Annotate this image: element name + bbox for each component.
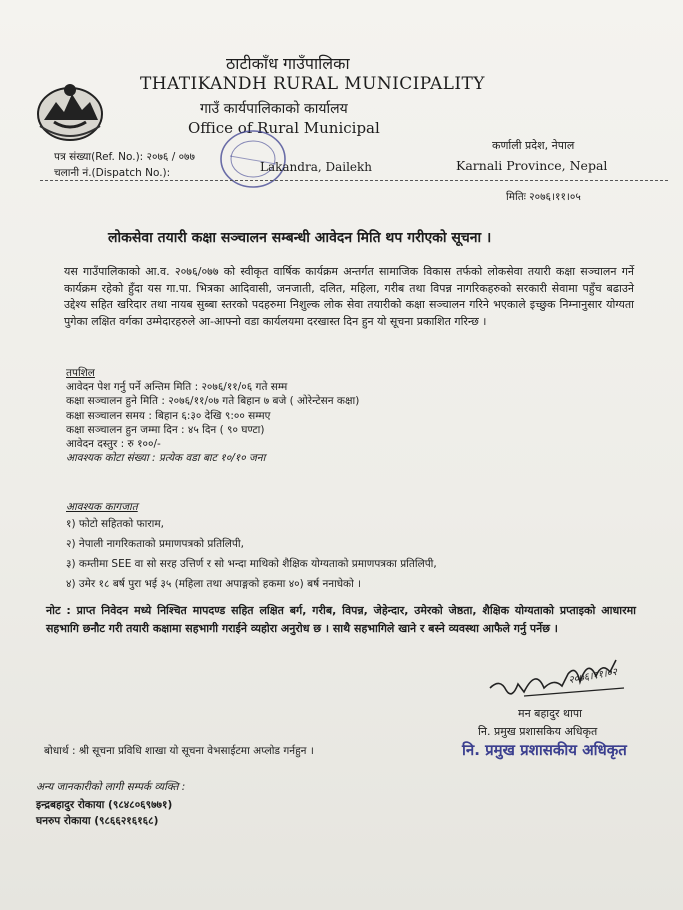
documents-heading: आवश्यक कागजात	[66, 501, 138, 513]
contact-person: घनरुप रोकाया (९८६६२१६१६८)	[36, 815, 159, 827]
document-item: २) नेपाली नागरिकताको प्रमाणपत्रको प्रतिलिपी,	[66, 538, 244, 551]
details-item: आवेदन पेश गर्नु पर्ने अन्तिम मिति : २०७६/११/०६ गते सम्म	[66, 381, 288, 394]
document-item: १) फोटो सहितको फाराम,	[66, 518, 165, 531]
designation-stamp: नि. प्रमुख प्रशासकीय अधिकृत	[462, 741, 627, 759]
details-item: कक्षा सञ्चालन समय : बिहान ६:३० देखि ९:०० सम्मए	[66, 409, 271, 422]
document-item: ४) उमेर १८ बर्ष पुरा भई ३५ (महिला तथा अपाङ्गको हकमा ४०) बर्ष ननाघेको ।	[66, 578, 362, 591]
note-text: नोट : प्राप्त निवेदन मध्ये निश्चित मापदण्ड सहित लक्षित बर्ग, गरीब, विपन्न, जेहेन्दार, उमेरको जेष्ठता, शैक्षिक योग्यताको प्रप्ताइको आधारमा सहभागि छनौट गरी तयारी कक्षामा सहभागी गराईने व्यहोरा अनुरोध छ । साथै सहभागिले खाने र बस्ने व्यवस्था आफैले गर्नु पर्नेछ ।	[46, 604, 636, 635]
details-heading: तपशिल	[66, 367, 95, 379]
office-name-en: Office of Rural Municipal	[188, 119, 380, 137]
details-item: आवश्यक कोटा संख्या : प्रत्येक वडा बाट १०/१० जना	[66, 452, 266, 465]
province-np: कर्णाली प्रदेश, नेपाल	[492, 139, 575, 152]
ref-label: पत्र संख्या(Ref. No.):	[54, 151, 144, 163]
documents-section	[66, 500, 437, 594]
signatory-name: मन बहादुर थापा	[518, 707, 582, 720]
header-divider	[40, 180, 668, 181]
handwritten-date: २०७६।११।०२	[567, 666, 619, 687]
municipality-name-en: THATIKANDH RURAL MUNICIPALITY	[140, 74, 485, 94]
details-item: कक्षा सञ्चालन हुने मिति : २०७६/११/०७ गते बिहान ७ बजे ( ओरेन्टेसन कक्षा)	[66, 395, 360, 408]
notice-body: यस गाउँपालिकाको आ.व. २०७६/०७७ को स्वीकृत वार्षिक कार्यक्रम अन्तर्गत सामाजिक विकास तर्फको लोकसेवा तयारी कक्षा सञ्चालन गर्ने कार्यक्रम रहेको हुँदा यस गा.पा. भित्रका आदिवासी, जनजाती, दलित, महिला, गरीब तथा विपन्न नागरिकहरुको सरकारी सेवामा पहुँच बढाउने उद्देश्य सहित खरिदार तथा नायब सुब्बा स्तरको पदहरुमा निशुल्क लोक सेवा तयारीको कक्षा सञ्चालन गरिने भएकाले इच्छुक निम्नानुसार योग्यता पुगेका लक्षित वर्गका उम्मेदारहरुले आ-आफ्नो वडा कार्यलयमा दरखास्त दिन हुन यो सूचना प्रकाशित गरिन्छ ।	[64, 265, 634, 328]
document-item: ३) कम्तीमा SEE वा सो सरह उत्तिर्ण र सो भन्दा माथिको शैक्षिक योग्यताको प्रमाणपत्रका प्रतिलिपी,	[66, 558, 437, 571]
office-location: Lakandra, Dailekh	[260, 160, 373, 174]
notice-title: लोकसेवा तयारी कक्षा सञ्चालन सम्बन्धी आवेदन मिति थप गरीएको सूचना ।	[108, 230, 492, 246]
contact-person: इन्द्रबहादुर रोकाया (९८४८०६९७७१)	[36, 799, 173, 811]
cc-line: बोधार्थ : श्री सूचना प्रविधि शाखा यो सूचना वेभसाईटमा अप्लोड गर्नहुन ।	[44, 745, 314, 757]
details-section	[66, 366, 359, 465]
province-en: Karnali Province, Nepal	[456, 158, 608, 173]
contact-heading: अन्य जानकारीको लागी सम्पर्क व्यक्ति :	[36, 781, 186, 793]
details-item: आवेदन दस्तुर : रु १००/-	[66, 438, 161, 451]
municipality-name-np: ठाटीकाँध गाउँपालिका	[226, 54, 350, 73]
office-name-np: गाउँ कार्यपालिकाको कार्यालय	[200, 101, 348, 117]
signatory-role: नि. प्रमुख प्रशासकिय अधिकृत	[478, 725, 598, 738]
ref-number	[54, 150, 195, 164]
notice-date: मितिः २०७६।११।०५	[506, 191, 581, 203]
ref-value: २०७६ / ०७७	[146, 151, 195, 163]
dispatch-label: चलानी नं.(Dispatch No.):	[54, 167, 171, 179]
details-item: कक्षा सञ्चालन हुन जम्मा दिन : ४५ दिन ( ९० घण्टा)	[66, 423, 265, 436]
municipality-logo	[34, 80, 106, 142]
